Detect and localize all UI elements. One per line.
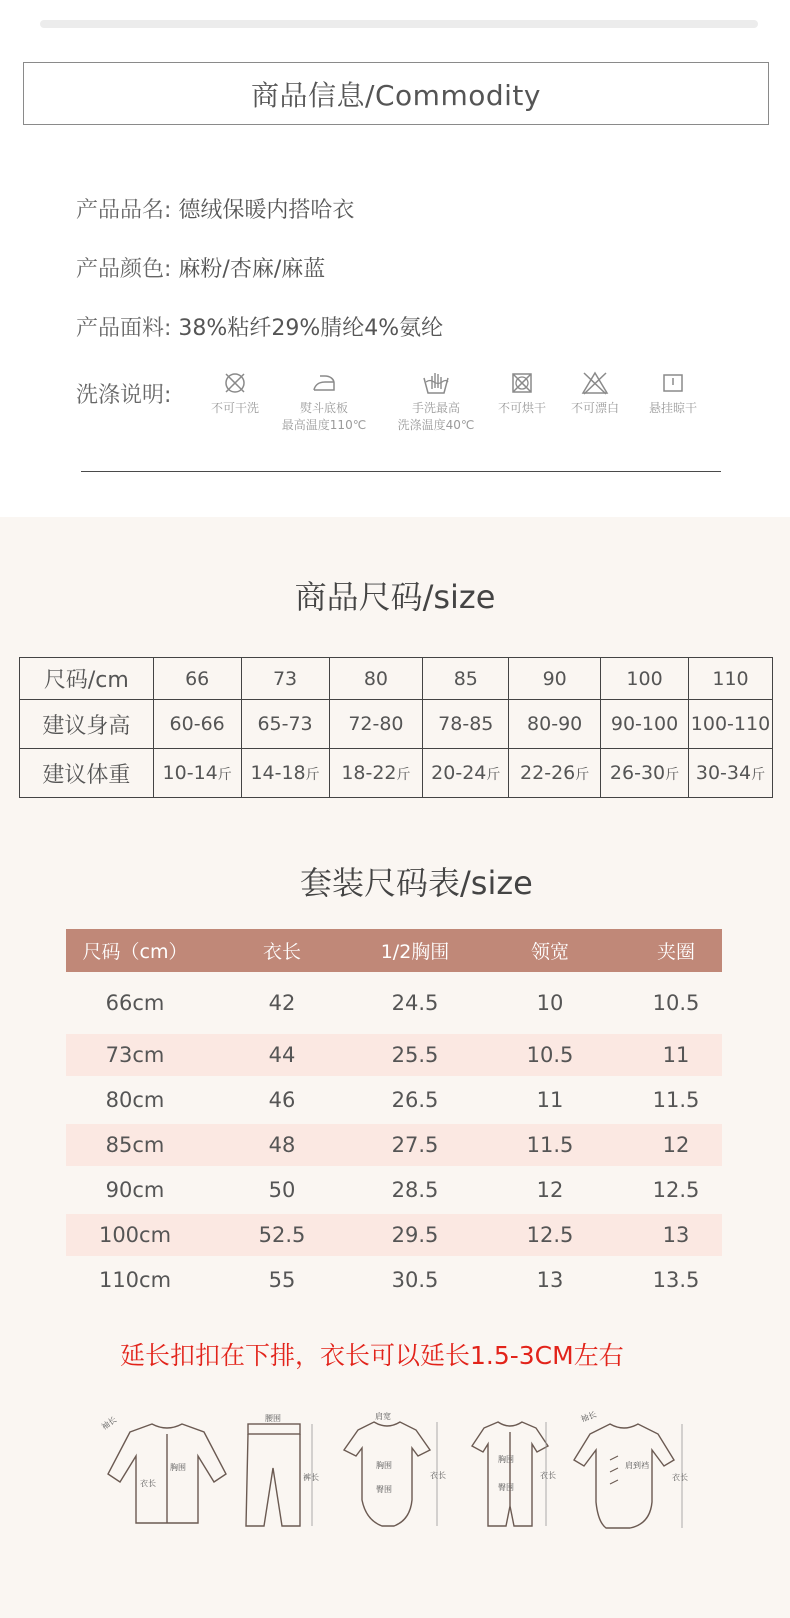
chest-label: 胸围 [376,1461,392,1470]
info-value: 麻粉/杏麻/麻蓝 [178,257,326,282]
length-label: 衣长 [140,1479,156,1488]
table-cell: 11 [536,1088,564,1112]
table-row [66,1124,722,1166]
commodity-title: 商品信息/Commodity [251,78,541,112]
wash-text: 熨斗底板 [299,401,348,415]
wash-text: 洗涤温度40℃ [397,418,475,432]
table-cell: 100 [601,658,689,700]
wash-text: 手洗最高 [411,401,460,415]
bodysuit-illustration [344,1422,437,1526]
table-cell: 24.5 [391,991,439,1015]
table-cell: 26.5 [391,1088,439,1112]
table-cell: 27.5 [391,1133,439,1157]
info-row-color [76,252,325,283]
weight-unit: 斤 [751,767,766,783]
table-cell: 12.5 [652,1178,700,1202]
table-cell: 85cm [105,1133,165,1157]
wash-item-no-tumble-dry [490,370,554,417]
no-tumble-dry-icon [509,370,535,396]
shoulder-crotch-label: 肩到裆 [625,1461,649,1470]
table-cell: 12 [662,1133,690,1157]
column-header: 1/2胸围 [380,941,450,963]
length-label: 衣长 [430,1471,446,1480]
table-row [66,1166,722,1214]
info-label: 产品颜色: [76,257,172,282]
weight-value: 20-24 [431,762,487,784]
top-shadow-bar [40,20,758,28]
table-cell: 55 [268,1268,296,1292]
table-cell: 44 [268,1043,296,1067]
table-row [66,1076,722,1124]
line-dry-icon [660,370,686,396]
wash-text: 不可干洗 [210,401,259,415]
column-header: 夹圈 [656,941,695,963]
weight-value: 18-22 [341,762,397,784]
hand-wash-icon [421,370,451,396]
table-cell: 85 [423,658,509,700]
table-cell: 建议身高 [20,700,154,749]
table-cell: 13 [536,1268,564,1292]
table-cell: 80 [329,658,423,700]
wash-text: 不可漂白 [570,401,619,415]
table-cell [241,749,329,798]
weight-unit: 斤 [396,767,411,783]
table-cell: 12.5 [526,1223,574,1247]
column-header: 尺码（cm） [82,941,188,963]
table-cell: 11 [662,1043,690,1067]
length-label: 衣长 [540,1471,556,1480]
wash-item-no-dry-clean [203,370,267,417]
chest-label: 胸围 [170,1463,186,1472]
info-value: 德绒保暖内搭哈衣 [178,198,355,223]
commodity-header [23,62,769,125]
jacket-illustration [108,1424,226,1523]
garment-measurement-diagram [90,1410,710,1540]
column-header: 领宽 [530,941,569,963]
long-romper-illustration [574,1424,682,1528]
extension-note: 延长扣扣在下排，衣长可以延长1.5-3CM左右 [120,1341,624,1370]
table-cell: 100-110 [688,700,772,749]
weight-unit: 斤 [217,767,232,783]
table-row [66,1214,722,1256]
table-cell: 12 [536,1178,564,1202]
hip-label: 臀围 [376,1485,392,1494]
size-table-header-row [20,658,773,700]
weight-unit: 斤 [305,767,320,783]
table-cell: 11.5 [652,1088,700,1112]
size-table [19,657,773,798]
table-cell: 80cm [105,1088,165,1112]
weight-unit: 斤 [575,767,590,783]
wash-text: 最高温度110℃ [281,418,367,432]
table-cell: 52.5 [258,1223,306,1247]
chest-label: 胸围 [498,1455,514,1464]
wash-item-iron [273,370,375,434]
table-cell: 11.5 [526,1133,574,1157]
romper-illustration [472,1422,548,1526]
no-dry-clean-icon [222,370,248,396]
weight-value: 10-14 [162,762,218,784]
weight-unit: 斤 [665,767,680,783]
weight-value: 14-18 [250,762,306,784]
table-cell: 110cm [98,1268,172,1292]
table-cell: 73 [241,658,329,700]
table-cell: 48 [268,1133,296,1157]
info-value: 38%粘纤29%腈纶4%氨纶 [178,316,444,341]
table-cell: 13 [662,1223,690,1247]
length-label: 衣长 [672,1473,688,1482]
wash-item-hand-wash [386,370,486,434]
weight-value: 26-30 [609,762,666,784]
table-cell: 78-85 [423,700,509,749]
waist-label: 腰围 [265,1414,281,1423]
wash-item-line-dry [641,370,705,417]
table-cell: 66cm [105,991,165,1015]
table-cell: 30.5 [391,1268,439,1292]
table-cell: 50 [268,1178,296,1202]
table-cell: 13.5 [652,1268,700,1292]
table-cell: 46 [268,1088,296,1112]
table-cell: 90cm [105,1178,165,1202]
table-cell [688,749,772,798]
pants-length-label: 裤长 [303,1473,319,1482]
wash-item-no-bleach [563,370,627,417]
table-cell: 60-66 [153,700,241,749]
weight-unit: 斤 [486,767,501,783]
table-row [66,1256,722,1304]
info-row-name [76,193,354,224]
table-cell: 90 [509,658,601,700]
table-row [66,972,722,1034]
table-cell [329,749,423,798]
set-table-header [66,929,722,972]
hip-label: 臀围 [498,1483,514,1492]
table-cell: 110 [688,658,772,700]
no-bleach-icon [580,370,610,396]
set-section-title: 套装尺码表/size [300,864,533,902]
table-cell [153,749,241,798]
wash-label: 洗涤说明: [76,383,172,408]
size-section-title: 商品尺码/size [294,578,496,616]
table-cell: 65-73 [241,700,329,749]
table-cell: 尺码/cm [20,658,154,700]
set-size-table [66,929,722,1304]
table-cell: 29.5 [391,1223,439,1247]
size-table-weight-row [20,749,773,798]
table-cell: 80-90 [509,700,601,749]
table-cell: 66 [153,658,241,700]
weight-value: 22-26 [520,762,576,784]
table-cell: 73cm [105,1043,165,1067]
iron-icon [311,370,337,396]
table-cell: 90-100 [601,700,689,749]
size-table-height-row [20,700,773,749]
table-row [66,1034,722,1076]
table-cell [601,749,689,798]
wash-text: 不可烘干 [497,401,546,415]
shoulder-label: 肩宽 [375,1412,391,1421]
sleeve-label: 袖长 [99,1415,119,1432]
info-row-fabric [76,311,443,342]
info-label: 产品品名: [76,198,172,223]
table-cell: 10.5 [526,1043,574,1067]
column-header: 衣长 [262,941,301,963]
table-cell: 28.5 [391,1178,439,1202]
table-cell: 建议体重 [20,749,154,798]
wash-text: 悬挂晾干 [648,401,697,415]
table-cell: 10 [536,991,564,1015]
table-cell: 72-80 [329,700,423,749]
table-cell: 10.5 [652,991,700,1015]
weight-value: 30-34 [695,762,752,784]
table-cell: 25.5 [391,1043,439,1067]
table-cell [509,749,601,798]
table-cell: 42 [268,991,296,1015]
info-label: 产品面料: [76,316,172,341]
sleeve-label: 袖长 [579,1410,598,1424]
section-divider [81,471,721,472]
table-cell: 100cm [98,1223,172,1247]
table-cell [423,749,509,798]
